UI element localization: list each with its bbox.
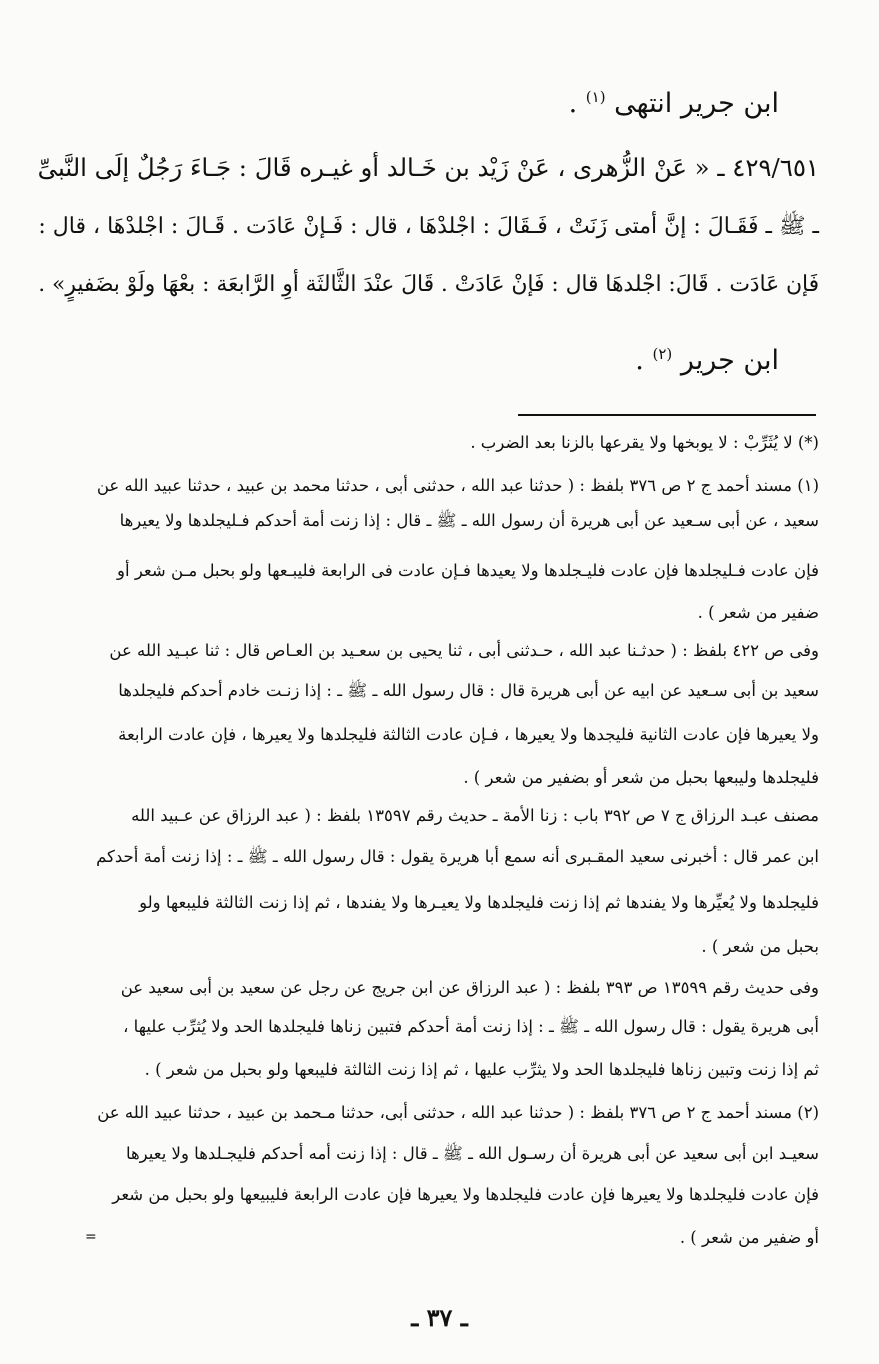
- footnote-line: سعيد ، عن أبى سـعيد عن أبى هريرة أن رسول الله ـ ﷺ ـ قال : إذا زنت أمة أحدكم فـليجلدها ولا يعيرها: [119, 511, 819, 530]
- footnote-line: ثم إذا زنت وتبين زناها فليجلدها الحد ولا يثرِّب عليها ، ثم إذا زنت الثالثة فليبعها ولو بحبل من شعر ) .: [144, 1060, 819, 1079]
- footnote-line: ابن عمر قال : أخبرنى سعيد المقـبرى أنه سمع أبا هريرة يقول : قال رسول الله ـ ﷺ ـ : إذا زنت أمة أحدكم: [96, 847, 819, 866]
- footnote-line: مصنف عبـد الرزاق ج ٧ ص ٣٩٢ باب : زنا الأمة ـ حديث رقم ١٣٥٩٧ بلفظ : ( عبد الرزاق عن عـبيد الله: [131, 806, 819, 825]
- footnote-line: فإن عادت فـليجلدها فإن عادت فليـجلدها ولا يعيدها فـإن عادت فى الرابعة فليبـعها ولو بحبل مـن شعر أو: [117, 561, 819, 580]
- main-text-line-4: فَإن عَادَت . قَالَ: اجْلدهَا قال : فَإنْ عَادَتْ . قَالَ عنْدَ الثَّالثَة أوِ الرَّابعَة : بعْهَا ولَوْ بضَفيرٍ» .: [38, 272, 819, 297]
- main-text-line-2: ٤٢٩/٦٥١ ـ « عَنْ الزُّهرى ، عَنْ زَيْد بن خَـالد أو غيـره قَالَ : جَـاءَ رَجُلٌ إلَى النَّبىِّ: [37, 153, 819, 182]
- footnote-line: (١) مسند أحمد ج ٢ ص ٣٧٦ بلفظ : ( حدثنا عبد الله ، حدثنى أبى ، حدثنا محمد بن عبيد ، حدثنا عبيد الله عن: [96, 476, 819, 495]
- footnote-line: (٢) مسند أحمد ج ٢ ص ٣٧٦ بلفظ : ( حدثنا عبد الله ، حدثنى أبى، حدثنا مـحمد بن عبيد ، حدثنا عبيد الله عن: [97, 1103, 819, 1122]
- footnote-line: سعيـد ابن أبى سعيد عن أبى هريرة أن رسـول الله ـ ﷺ ـ قال : إذا زنت أمه أحدكم فليجـلدها ولا يعيرها: [125, 1144, 819, 1163]
- footnote-line: أبى هريرة يقول : قال رسول الله ـ ﷺ ـ : إذا زنت أمة أحدكم فتبين زناها فليجلدها الحد ولا يُثرِّب عليها ،: [123, 1017, 819, 1036]
- main-text-line-1-end: .: [568, 88, 578, 119]
- footnote-line: سعيد بن أبى سـعيد عن ابيه عن أبى هريرة قال : قال رسول الله ـ ﷺ ـ : إذا زنـت خادم أحدكم فليجلدها: [118, 681, 819, 700]
- footnote-line: وفى ص ٤٢٢ بلفظ : ( حدثـنا عبد الله ، حـدثنى أبى ، ثنا يحيى بن سعـيد بن العـاص قال : ثنا عبـيد الله عن: [109, 641, 819, 660]
- stray-mark: =: [85, 1229, 97, 1245]
- footnote-line: فإن عادت فليجلدها ولا يعيرها فإن عادت فليجلدها ولا يعيرها فإن عادت الرابعة فليبيعها ولو بحبل من شعر: [112, 1185, 819, 1204]
- main-text-line-1: [569, 88, 779, 119]
- footnote-line: فليجلدها ولا يُعيِّرها ولا يفندها ثم إذا زنت فليجلدها ولا يعيـرها ولا يفندها ، ثم إذا زنت الثالثة فليبعها ولو: [139, 893, 819, 912]
- footnote-line: فليجلدها وليبعها بحبل من شعر أو بضفير من شعر ) .: [463, 768, 819, 787]
- main-text-line-5-text: ابن جرير: [680, 345, 779, 376]
- footnote-line: ضفير من شعر ) .: [697, 603, 819, 622]
- main-text-line-5-end: .: [635, 345, 644, 376]
- page-number: ـ ٣٧ ـ: [411, 1303, 468, 1332]
- main-text-line-5: [635, 345, 779, 376]
- footnote-line: وفى حديث رقم ١٣٥٩٩ ص ٣٩٣ بلفظ : ( عبد الرزاق عن ابن جريج عن رجل عن سعيد بن أبى سعيد عن: [120, 978, 819, 997]
- main-text-line-3: ـ ﷺ ـ فَقَـالَ : إنَّ أمتى زَنَتْ ، فَـقَالَ : اجْلدْهَا ، قال : فَـإنْ عَادَت . قَـالَ : اجْلدْهَا ، قال :: [38, 214, 819, 239]
- footnote-ref-2: (٢): [652, 345, 673, 363]
- footnote-ref-1: (١): [585, 88, 606, 106]
- footnote-line: ولا يعيرها فإن عادت الثانية فليجدها ولا يعيرها ، فـإن عادت الثالثة فليجلدها ولا يعيرها ، فإن عادت الرابعة: [118, 725, 819, 744]
- footnote-divider: [518, 414, 816, 416]
- footnote-line: بحبل من شعر ) .: [701, 937, 819, 956]
- main-text-line-1-text: ابن جرير انتهى: [614, 88, 779, 119]
- footnote-line: أو ضفير من شعر ) .: [679, 1228, 819, 1247]
- footnote-line: (*) لا يُثَرِّبْ : لا يوبخها ولا يقرعها بالزنا بعد الضرب .: [470, 433, 819, 452]
